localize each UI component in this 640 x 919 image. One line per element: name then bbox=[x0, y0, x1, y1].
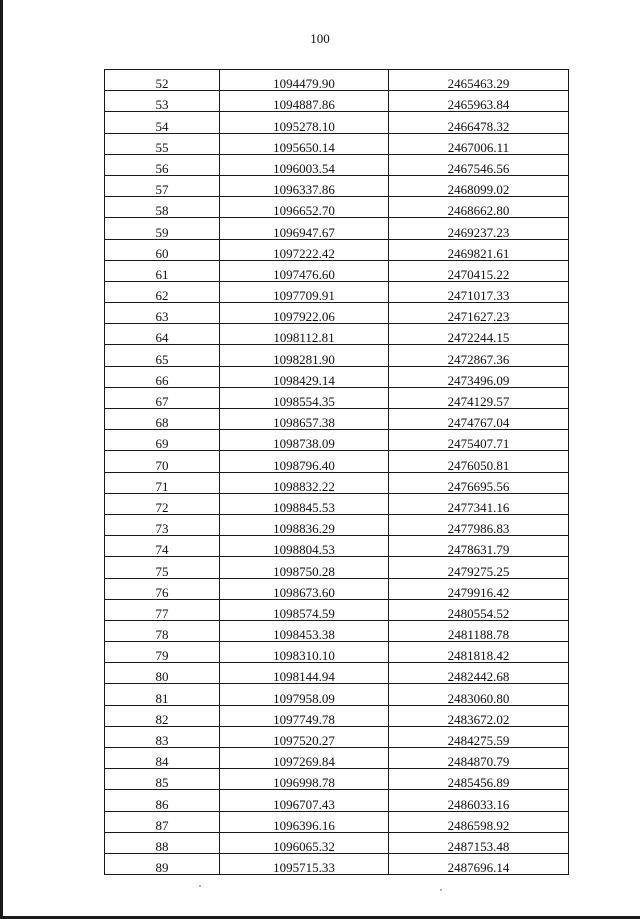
x-coordinate-cell: 1097269.84 bbox=[220, 748, 389, 769]
point-number-cell: 86 bbox=[105, 790, 220, 811]
table-row bbox=[105, 197, 569, 218]
y-coordinate-cell: 2466478.32 bbox=[389, 112, 569, 133]
x-coordinate-cell: 1098750.28 bbox=[220, 557, 389, 578]
y-coordinate-cell: 2474767.04 bbox=[389, 409, 569, 430]
point-number-cell: 57 bbox=[105, 175, 220, 196]
table-row bbox=[105, 620, 569, 641]
point-number-cell: 89 bbox=[105, 853, 220, 874]
x-coordinate-cell: 1097476.60 bbox=[220, 260, 389, 281]
point-number-cell: 54 bbox=[105, 112, 220, 133]
table-row bbox=[105, 726, 569, 747]
x-coordinate-cell: 1098796.40 bbox=[220, 451, 389, 472]
point-number-cell: 85 bbox=[105, 769, 220, 790]
point-number-cell: 83 bbox=[105, 726, 220, 747]
table-row bbox=[105, 112, 569, 133]
y-coordinate-cell: 2481818.42 bbox=[389, 642, 569, 663]
table-body bbox=[105, 70, 569, 875]
point-number-cell: 58 bbox=[105, 197, 220, 218]
x-coordinate-cell: 1096947.67 bbox=[220, 218, 389, 239]
point-number-cell: 88 bbox=[105, 832, 220, 853]
x-coordinate-cell: 1094479.90 bbox=[220, 70, 389, 91]
table-row bbox=[105, 642, 569, 663]
table-row bbox=[105, 345, 569, 366]
point-number-cell: 71 bbox=[105, 472, 220, 493]
table-row bbox=[105, 514, 569, 535]
scan-speck bbox=[440, 889, 442, 891]
y-coordinate-cell: 2465963.84 bbox=[389, 91, 569, 112]
table-row bbox=[105, 409, 569, 430]
x-coordinate-cell: 1098112.81 bbox=[220, 324, 389, 345]
x-coordinate-cell: 1098836.29 bbox=[220, 514, 389, 535]
point-number-cell: 65 bbox=[105, 345, 220, 366]
x-coordinate-cell: 1098657.38 bbox=[220, 409, 389, 430]
point-number-cell: 56 bbox=[105, 154, 220, 175]
point-number-cell: 70 bbox=[105, 451, 220, 472]
y-coordinate-cell: 2481188.78 bbox=[389, 620, 569, 641]
x-coordinate-cell: 1094887.86 bbox=[220, 91, 389, 112]
point-number-cell: 77 bbox=[105, 599, 220, 620]
y-coordinate-cell: 2482442.68 bbox=[389, 663, 569, 684]
y-coordinate-cell: 2483060.80 bbox=[389, 684, 569, 705]
x-coordinate-cell: 1098554.35 bbox=[220, 387, 389, 408]
x-coordinate-cell: 1097922.06 bbox=[220, 303, 389, 324]
table-row bbox=[105, 769, 569, 790]
scan-speck bbox=[199, 885, 201, 887]
table-row bbox=[105, 387, 569, 408]
x-coordinate-cell: 1098673.60 bbox=[220, 578, 389, 599]
y-coordinate-cell: 2467546.56 bbox=[389, 154, 569, 175]
table-row bbox=[105, 472, 569, 493]
table-row bbox=[105, 133, 569, 154]
point-number-cell: 79 bbox=[105, 642, 220, 663]
point-number-cell: 52 bbox=[105, 70, 220, 91]
table-row bbox=[105, 684, 569, 705]
point-number-cell: 66 bbox=[105, 366, 220, 387]
table-row bbox=[105, 70, 569, 91]
table-row bbox=[105, 853, 569, 874]
point-number-cell: 72 bbox=[105, 493, 220, 514]
x-coordinate-cell: 1096337.86 bbox=[220, 175, 389, 196]
y-coordinate-cell: 2486598.92 bbox=[389, 811, 569, 832]
y-coordinate-cell: 2476050.81 bbox=[389, 451, 569, 472]
x-coordinate-cell: 1098453.38 bbox=[220, 620, 389, 641]
table-row bbox=[105, 175, 569, 196]
table-row bbox=[105, 811, 569, 832]
y-coordinate-cell: 2477341.16 bbox=[389, 493, 569, 514]
x-coordinate-cell: 1098144.94 bbox=[220, 663, 389, 684]
x-coordinate-cell: 1098832.22 bbox=[220, 472, 389, 493]
x-coordinate-cell: 1098310.10 bbox=[220, 642, 389, 663]
table-row bbox=[105, 705, 569, 726]
point-number-cell: 73 bbox=[105, 514, 220, 535]
point-number-cell: 82 bbox=[105, 705, 220, 726]
y-coordinate-cell: 2480554.52 bbox=[389, 599, 569, 620]
x-coordinate-cell: 1095278.10 bbox=[220, 112, 389, 133]
point-number-cell: 87 bbox=[105, 811, 220, 832]
point-number-cell: 78 bbox=[105, 620, 220, 641]
y-coordinate-cell: 2485456.89 bbox=[389, 769, 569, 790]
x-coordinate-cell: 1095650.14 bbox=[220, 133, 389, 154]
x-coordinate-cell: 1096396.16 bbox=[220, 811, 389, 832]
y-coordinate-cell: 2478631.79 bbox=[389, 536, 569, 557]
table-row bbox=[105, 790, 569, 811]
y-coordinate-cell: 2465463.29 bbox=[389, 70, 569, 91]
point-number-cell: 60 bbox=[105, 239, 220, 260]
point-number-cell: 68 bbox=[105, 409, 220, 430]
table-row bbox=[105, 239, 569, 260]
x-coordinate-cell: 1098845.53 bbox=[220, 493, 389, 514]
y-coordinate-cell: 2467006.11 bbox=[389, 133, 569, 154]
y-coordinate-cell: 2477986.83 bbox=[389, 514, 569, 535]
y-coordinate-cell: 2473496.09 bbox=[389, 366, 569, 387]
table-row bbox=[105, 91, 569, 112]
point-number-cell: 55 bbox=[105, 133, 220, 154]
y-coordinate-cell: 2487153.48 bbox=[389, 832, 569, 853]
point-number-cell: 74 bbox=[105, 536, 220, 557]
point-number-cell: 67 bbox=[105, 387, 220, 408]
y-coordinate-cell: 2479916.42 bbox=[389, 578, 569, 599]
x-coordinate-cell: 1097958.09 bbox=[220, 684, 389, 705]
y-coordinate-cell: 2471627.23 bbox=[389, 303, 569, 324]
y-coordinate-cell: 2484870.79 bbox=[389, 748, 569, 769]
x-coordinate-cell: 1097749.78 bbox=[220, 705, 389, 726]
table-row bbox=[105, 218, 569, 239]
table-row bbox=[105, 748, 569, 769]
table-row bbox=[105, 578, 569, 599]
point-number-cell: 84 bbox=[105, 748, 220, 769]
y-coordinate-cell: 2474129.57 bbox=[389, 387, 569, 408]
y-coordinate-cell: 2468099.02 bbox=[389, 175, 569, 196]
point-number-cell: 80 bbox=[105, 663, 220, 684]
x-coordinate-cell: 1097520.27 bbox=[220, 726, 389, 747]
point-number-cell: 53 bbox=[105, 91, 220, 112]
point-number-cell: 63 bbox=[105, 303, 220, 324]
y-coordinate-cell: 2483672.02 bbox=[389, 705, 569, 726]
table-row bbox=[105, 536, 569, 557]
x-coordinate-cell: 1096998.78 bbox=[220, 769, 389, 790]
point-number-cell: 76 bbox=[105, 578, 220, 599]
y-coordinate-cell: 2472867.36 bbox=[389, 345, 569, 366]
x-coordinate-cell: 1097709.91 bbox=[220, 281, 389, 302]
y-coordinate-cell: 2476695.56 bbox=[389, 472, 569, 493]
y-coordinate-cell: 2487696.14 bbox=[389, 853, 569, 874]
table-row bbox=[105, 599, 569, 620]
x-coordinate-cell: 1096652.70 bbox=[220, 197, 389, 218]
point-number-cell: 61 bbox=[105, 260, 220, 281]
point-number-cell: 81 bbox=[105, 684, 220, 705]
table-row bbox=[105, 154, 569, 175]
point-number-cell: 62 bbox=[105, 281, 220, 302]
table-row bbox=[105, 493, 569, 514]
x-coordinate-cell: 1098281.90 bbox=[220, 345, 389, 366]
page-number: 100 bbox=[310, 31, 330, 46]
y-coordinate-cell: 2486033.16 bbox=[389, 790, 569, 811]
point-number-cell: 59 bbox=[105, 218, 220, 239]
table-row bbox=[105, 281, 569, 302]
x-coordinate-cell: 1098574.59 bbox=[220, 599, 389, 620]
x-coordinate-cell: 1096707.43 bbox=[220, 790, 389, 811]
x-coordinate-cell: 1096003.54 bbox=[220, 154, 389, 175]
y-coordinate-cell: 2470415.22 bbox=[389, 260, 569, 281]
table-row bbox=[105, 303, 569, 324]
table-row bbox=[105, 663, 569, 684]
y-coordinate-cell: 2472244.15 bbox=[389, 324, 569, 345]
point-number-cell: 69 bbox=[105, 430, 220, 451]
coordinates-table bbox=[104, 69, 569, 875]
table-row bbox=[105, 557, 569, 578]
x-coordinate-cell: 1097222.42 bbox=[220, 239, 389, 260]
table-row bbox=[105, 366, 569, 387]
x-coordinate-cell: 1098804.53 bbox=[220, 536, 389, 557]
y-coordinate-cell: 2471017.33 bbox=[389, 281, 569, 302]
table-row bbox=[105, 430, 569, 451]
y-coordinate-cell: 2469237.23 bbox=[389, 218, 569, 239]
point-number-cell: 64 bbox=[105, 324, 220, 345]
x-coordinate-cell: 1095715.33 bbox=[220, 853, 389, 874]
table-row bbox=[105, 451, 569, 472]
x-coordinate-cell: 1098429.14 bbox=[220, 366, 389, 387]
table-row bbox=[105, 324, 569, 345]
y-coordinate-cell: 2479275.25 bbox=[389, 557, 569, 578]
y-coordinate-cell: 2475407.71 bbox=[389, 430, 569, 451]
point-number-cell: 75 bbox=[105, 557, 220, 578]
table-row bbox=[105, 832, 569, 853]
y-coordinate-cell: 2469821.61 bbox=[389, 239, 569, 260]
x-coordinate-cell: 1096065.32 bbox=[220, 832, 389, 853]
y-coordinate-cell: 2484275.59 bbox=[389, 726, 569, 747]
x-coordinate-cell: 1098738.09 bbox=[220, 430, 389, 451]
y-coordinate-cell: 2468662.80 bbox=[389, 197, 569, 218]
table-row bbox=[105, 260, 569, 281]
